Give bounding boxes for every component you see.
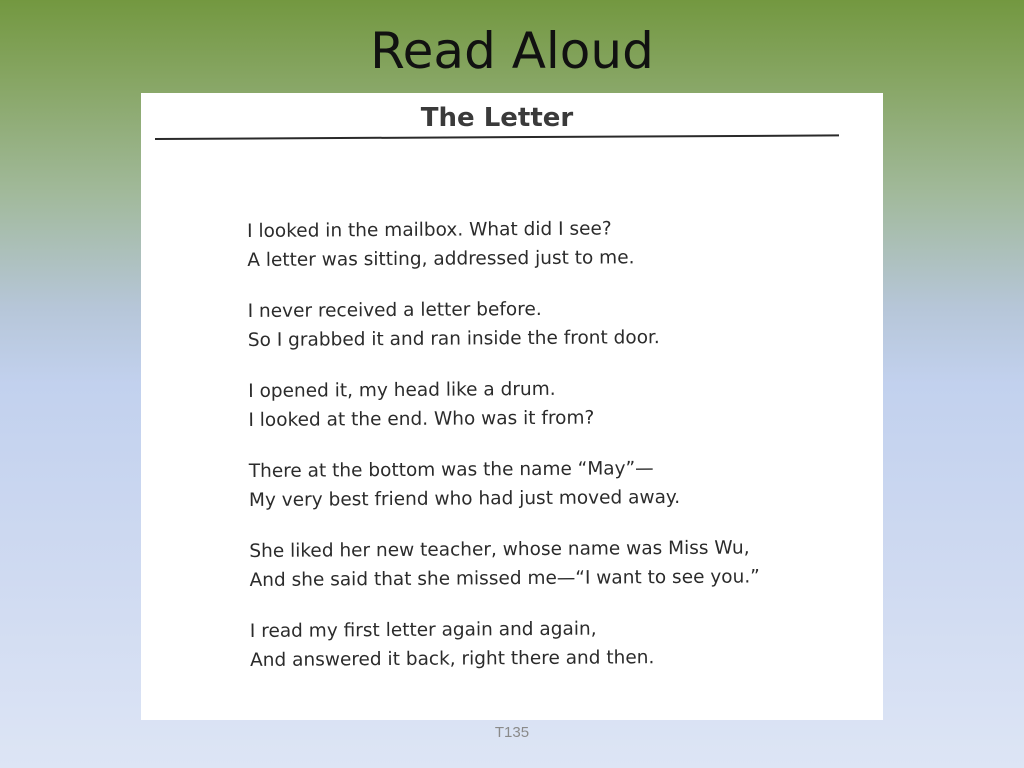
title-divider xyxy=(155,134,839,140)
page-number: T135 xyxy=(494,724,530,741)
poem-line: A letter was sitting, addressed just to me. xyxy=(247,247,635,271)
poem-line: There at the bottom was the name “May”— xyxy=(248,458,654,482)
poem-line: And she said that she missed me—“I want to see you.” xyxy=(249,566,760,591)
poem-body xyxy=(247,213,850,697)
poem-line: And answered it back, right there and then. xyxy=(250,647,655,671)
stanza-6 xyxy=(250,613,850,675)
poem-card xyxy=(141,93,883,720)
poem-line: I opened it, my head like a drum. xyxy=(248,378,556,402)
poem-line: I looked at the end. Who was it from? xyxy=(248,407,595,431)
poem-line: My very best friend who had just moved away. xyxy=(248,486,681,511)
stanza-3 xyxy=(248,373,848,435)
poem-line: I never received a letter before. xyxy=(247,298,542,322)
stanza-1 xyxy=(247,213,847,275)
poem-line: So I grabbed it and ran inside the front door. xyxy=(247,327,660,351)
slide-title: Read Aloud xyxy=(370,22,654,80)
stanza-4 xyxy=(249,453,849,515)
stanza-5 xyxy=(249,533,849,595)
poem-line: She liked her new teacher, whose name was Miss Wu, xyxy=(249,537,750,562)
stanza-2 xyxy=(248,293,848,355)
poem-line: I looked in the mailbox. What did I see? xyxy=(247,218,612,242)
poem-line: I read my first letter again and again, xyxy=(249,618,597,642)
poem-title: The Letter xyxy=(420,103,574,133)
